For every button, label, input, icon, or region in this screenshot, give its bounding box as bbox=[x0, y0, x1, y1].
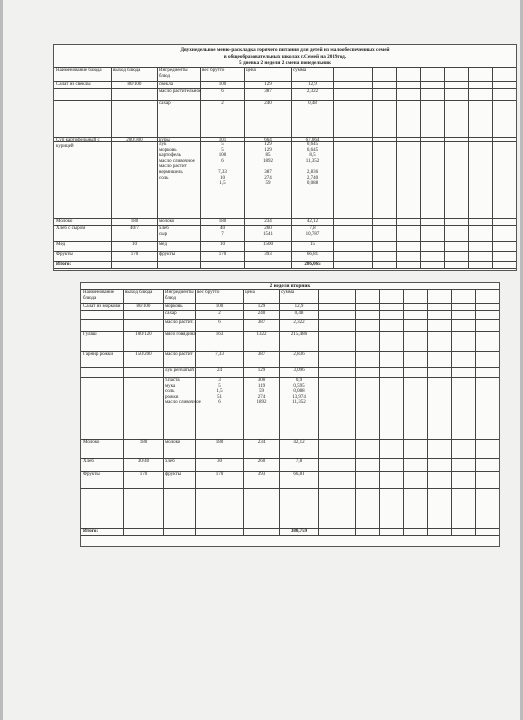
cell-sum: 0,48 bbox=[308, 101, 317, 106]
cell-wt: 170 bbox=[218, 252, 227, 257]
cell-sum: 2,322 bbox=[293, 320, 305, 325]
cell-out: 30/40 bbox=[137, 459, 150, 464]
cell-dish: Фрукты bbox=[83, 472, 100, 477]
cell-dish: Молоко bbox=[56, 219, 73, 224]
column-header: Ингредиенты блюд bbox=[159, 68, 188, 79]
total-label: Итого: bbox=[56, 262, 72, 267]
cell-dish: Гарнир рожки bbox=[83, 352, 114, 357]
cell-dish: Хлеб с сыром bbox=[56, 226, 86, 231]
column-divider bbox=[163, 289, 164, 535]
column-header: Наименование блюда bbox=[56, 68, 102, 73]
cell-wt: 5 5 100 6 7,33 10 1,5 bbox=[218, 142, 227, 187]
cell-ing: молоко bbox=[159, 219, 175, 224]
cell-wt: 101 bbox=[218, 138, 227, 143]
cell-dish: Мёд bbox=[56, 242, 66, 247]
cell-out: 200/300 bbox=[126, 138, 143, 143]
cell-sum: 2,836 bbox=[293, 352, 305, 357]
total-value: 286,065 bbox=[304, 262, 321, 267]
cell-ing: фрукты bbox=[159, 252, 176, 257]
cell-sum: 15 bbox=[310, 242, 315, 247]
cell-sum: 7,8 10,787 bbox=[305, 226, 320, 237]
column-divider bbox=[111, 67, 112, 268]
cell-wt: 170 bbox=[215, 472, 224, 477]
cell-price: 234 bbox=[257, 440, 266, 445]
cell-price: 240 bbox=[257, 311, 266, 316]
row-rule bbox=[81, 488, 499, 489]
column-divider bbox=[444, 67, 445, 268]
cell-ing: фрукты bbox=[165, 472, 182, 477]
column-header: выход блюда bbox=[113, 68, 141, 73]
cell-wt: 100 bbox=[215, 304, 224, 309]
cell-out: 40/7 bbox=[130, 226, 139, 231]
cell-wt: 3 5 1,5 51 6 bbox=[216, 378, 223, 406]
column-header: выход блюда bbox=[125, 290, 153, 295]
column-divider bbox=[200, 67, 201, 268]
cell-wt: 2 bbox=[221, 101, 224, 106]
column-divider bbox=[291, 67, 292, 268]
cell-wt: 10 bbox=[220, 242, 225, 247]
cell-dish: Суп картофельный с курицей bbox=[56, 138, 100, 149]
cell-sum: 0,9 0,595 0,088 13,974 11,352 bbox=[292, 378, 306, 406]
cell-wt: 2 bbox=[218, 311, 221, 316]
cell-out: 150/200 bbox=[135, 352, 152, 357]
cell-out: 80/100 bbox=[136, 304, 151, 309]
cell-sum: 42,12 bbox=[293, 440, 305, 445]
cell-out: 170 bbox=[139, 472, 148, 477]
cell-ing: мёд bbox=[159, 242, 167, 247]
cell-dish: Гуляш bbox=[83, 332, 97, 337]
cell-price: 387 bbox=[257, 320, 266, 325]
column-divider bbox=[492, 67, 493, 268]
cell-wt: 180 bbox=[218, 219, 227, 224]
cell-wt: 24 bbox=[217, 368, 222, 373]
cell-ing: сахар bbox=[159, 101, 171, 106]
cell-sum: 0,48 bbox=[294, 311, 304, 316]
cell-sum: 215,486 bbox=[290, 332, 308, 337]
cell-wt: 7,33 bbox=[215, 352, 224, 357]
cell-price: 260 bbox=[257, 459, 266, 464]
column-divider bbox=[396, 67, 397, 268]
cell-price: 234 bbox=[264, 219, 272, 224]
column-divider bbox=[243, 289, 244, 535]
total-value: 380,759 bbox=[290, 529, 308, 534]
cell-ing: масло растит. bbox=[165, 320, 194, 325]
cell-dish: Молоко bbox=[83, 440, 100, 445]
cell-sum: 66,81 bbox=[306, 252, 319, 257]
column-header: вес брутто bbox=[197, 290, 220, 295]
column-header: Наименование блюда bbox=[83, 290, 115, 301]
cell-dish: Салат из моркови bbox=[83, 304, 121, 309]
cell-ing: т.паста мука соль рожки масло сливочное bbox=[165, 378, 201, 406]
cell-out: 180 bbox=[130, 219, 139, 224]
total-bottom-rule bbox=[54, 268, 516, 269]
column-divider bbox=[420, 67, 421, 268]
title-line: 5 дневка 2 недели 2 смена понедельник bbox=[239, 60, 331, 67]
cell-sum: 67,064 bbox=[305, 138, 320, 143]
menu-table-tuesday bbox=[80, 282, 500, 547]
column-divider bbox=[318, 289, 319, 535]
total-bottom-rule bbox=[81, 535, 499, 536]
title-line: 2 неделя вторник bbox=[269, 283, 311, 289]
column-divider bbox=[355, 289, 356, 535]
cell-price: 240 bbox=[264, 101, 272, 106]
cell-wt: 180 bbox=[215, 440, 224, 445]
cell-price: 387 bbox=[257, 352, 266, 357]
cell-price: 387 bbox=[264, 89, 272, 94]
cell-ing: масло растит bbox=[165, 352, 193, 357]
cell-ing: хлеб bbox=[165, 459, 175, 464]
cell-ing: сахар bbox=[165, 311, 177, 316]
cell-price: 300 119 59 274 1892 bbox=[256, 378, 267, 406]
cell-price: 1322 bbox=[256, 332, 267, 337]
column-header: цена bbox=[245, 290, 255, 295]
column-divider bbox=[157, 67, 158, 268]
menu-table-monday bbox=[53, 44, 517, 271]
cell-price: 1500 bbox=[263, 242, 273, 247]
cell-dish: Хлеб bbox=[83, 459, 94, 464]
column-divider bbox=[468, 67, 469, 268]
column-divider bbox=[403, 289, 404, 535]
cell-sum: 12,9 bbox=[308, 82, 317, 87]
cell-sum: 7,8 bbox=[295, 459, 303, 464]
total-label: Итого: bbox=[83, 529, 99, 534]
column-divider bbox=[195, 289, 196, 535]
column-divider bbox=[244, 67, 245, 268]
cell-price: 129 bbox=[257, 304, 266, 309]
column-header: сумма bbox=[281, 290, 295, 295]
cell-sum: 66,81 bbox=[293, 472, 305, 477]
cell-price: 393 bbox=[257, 472, 266, 477]
column-divider bbox=[123, 289, 124, 535]
cell-price: 129 bbox=[264, 82, 272, 87]
cell-sum: 42,12 bbox=[306, 219, 319, 224]
column-divider bbox=[372, 67, 373, 268]
cell-wt: 30 bbox=[217, 459, 222, 464]
cell-price: 393 bbox=[264, 252, 272, 257]
column-divider bbox=[333, 67, 334, 268]
column-divider bbox=[475, 289, 476, 535]
cell-out: 180 bbox=[139, 440, 148, 445]
column-header: сумма bbox=[293, 68, 307, 73]
cell-wt: 6 bbox=[221, 89, 224, 94]
table-title bbox=[54, 47, 516, 67]
cell-price: 129 bbox=[257, 368, 266, 373]
cell-ing: лук репчатый bbox=[165, 368, 194, 373]
title-line: в общеобразовательных школах г.Семей на 2019год. bbox=[223, 53, 347, 60]
title-line: Двухнедельное меню-раскладка горячего питания для детей из малообеспеченных семей bbox=[180, 47, 390, 53]
cell-out: 170 bbox=[130, 252, 139, 257]
cell-dish: Салат из свеклы bbox=[56, 82, 91, 87]
cell-dish: Фрукты bbox=[56, 252, 73, 257]
column-header: Ингредиенты блюд bbox=[165, 290, 194, 301]
cell-out: 10 bbox=[132, 242, 137, 247]
cell-wt: 163 bbox=[215, 332, 224, 337]
cell-wt: 40 7 bbox=[220, 226, 225, 237]
cell-price: 129 129 85 1892 387 274 59 bbox=[263, 142, 273, 187]
cell-out: 80/100 bbox=[127, 82, 142, 87]
cell-ing: лук морковь картофель масло сливочное масло растит вермишель соль bbox=[159, 142, 195, 181]
cell-ing: молоко bbox=[165, 440, 181, 445]
cell-price: 664 bbox=[264, 138, 272, 143]
column-divider bbox=[379, 289, 380, 535]
cell-wt: 6 bbox=[218, 320, 221, 325]
cell-sum: 12,9 bbox=[294, 304, 304, 309]
cell-ing: масло растительное bbox=[159, 89, 202, 94]
column-divider bbox=[427, 289, 428, 535]
cell-sum: 2,322 bbox=[306, 89, 319, 94]
total-top-rule bbox=[54, 261, 516, 262]
column-header: вес брутто bbox=[202, 68, 225, 73]
cell-wt: 100 bbox=[218, 82, 227, 87]
cell-ing: хлеб сыр bbox=[159, 226, 169, 237]
column-divider bbox=[279, 289, 280, 535]
cell-price: 260 1541 bbox=[263, 226, 273, 237]
cell-sum: 3,096 bbox=[293, 368, 305, 373]
cell-ing: куры bbox=[159, 138, 170, 143]
column-header: цена bbox=[246, 68, 256, 73]
cell-ing: морковь bbox=[165, 304, 183, 309]
column-divider bbox=[451, 289, 452, 535]
cell-ing: мясо говядина bbox=[165, 332, 196, 337]
cell-sum: 0,645 0,645 8,5 11,352 2,836 2,740 0,088 bbox=[305, 142, 320, 187]
cell-ing: свекла bbox=[159, 82, 173, 87]
cell-out: 100/120 bbox=[135, 332, 152, 337]
